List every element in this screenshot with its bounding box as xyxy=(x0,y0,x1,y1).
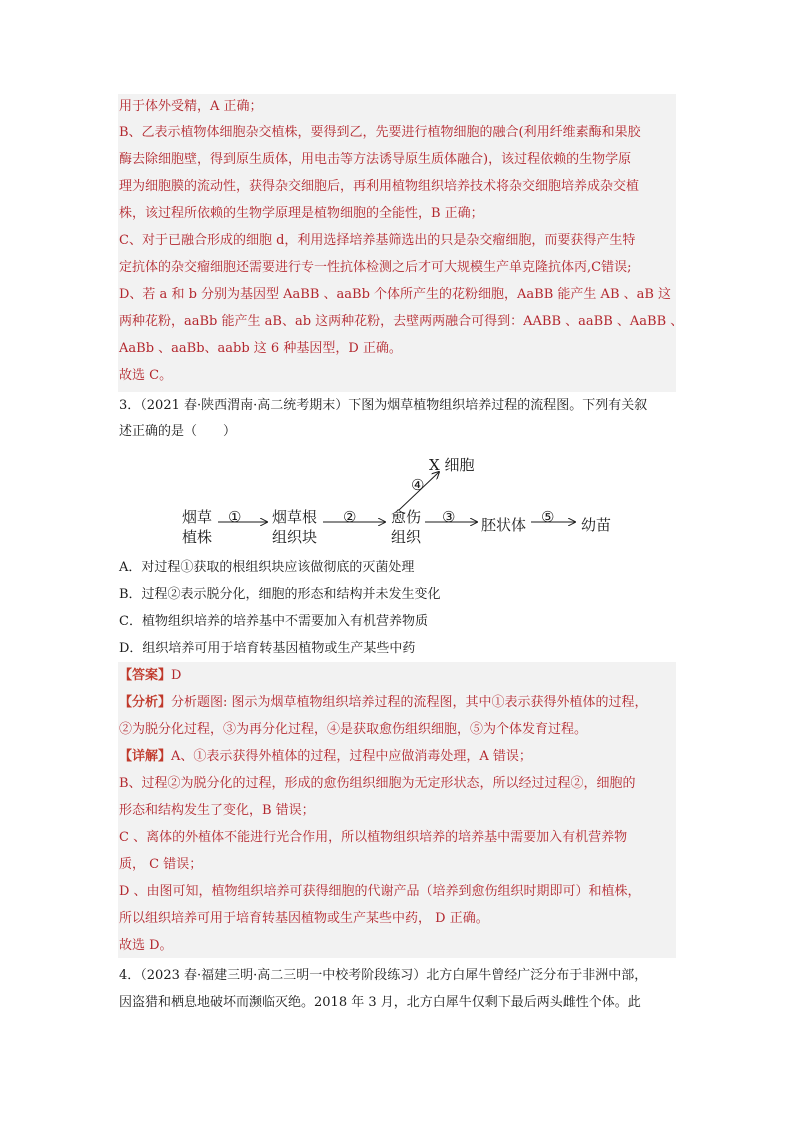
answer-tag: 【答案】 xyxy=(119,668,172,683)
detail-text: A、①表示获得外植体的过程，过程中应做消毒处理，A 错误； xyxy=(171,749,532,764)
node-seedling: 幼苗 xyxy=(581,516,612,534)
explanation-line: B、乙表示植物体细胞杂交植株，要得到乙，先要进行植物细胞的融合(利用纤维素酶和果胶 xyxy=(119,125,641,140)
node-callus-line1: 愈伤 xyxy=(391,508,422,526)
explanation-line: 酶去除细胞壁，得到原生质体，用电击等方法诱导原生质体融合)，该过程依赖的生物学原 xyxy=(119,152,632,167)
step-3-label: ③ xyxy=(442,508,456,526)
explanation-line: D、若 a 和 b 分别为基因型 AaBB 、aaBb 个体所产生的花粉细胞，AaBB 能产生 AB 、aB 这 xyxy=(119,287,672,302)
explanation-line: 故选 C。 xyxy=(119,368,173,383)
explanation-line: C、对于已融合形成的细胞 d，利用选择培养基筛选出的只是杂交瘤细胞，而要获得产生特 xyxy=(119,233,636,248)
explanation-line: 株，该过程所依赖的生物学原理是植物细胞的全能性，B 正确； xyxy=(119,206,484,221)
node-embryoid: 胚状体 xyxy=(481,516,527,534)
flow-diagram xyxy=(175,452,635,552)
node-x-cell: X 细胞 xyxy=(429,456,475,474)
step-4-label: ④ xyxy=(411,476,425,494)
analysis-line-2: ②为脱分化过程，③为再分化过程，④是获取愈伤组织细胞，⑤为个体发育过程。 xyxy=(119,722,588,737)
answer-value: D xyxy=(171,668,182,683)
question-3-stem: 述正确的是（ ） xyxy=(119,424,237,439)
node-root-tissue-line1: 烟草根 xyxy=(272,508,318,526)
explanation-line: 两种花粉，aaBb 能产生 aB、ab 这两种花粉，去壁两两融合可得到：AABB 、aaBB 、AaBB 、 xyxy=(119,314,684,329)
step-5-label: ⑤ xyxy=(541,508,555,526)
analysis-line-1 xyxy=(119,694,648,712)
detail-line: D 、由图可知，植物组织培养可获得细胞的代谢产品（培养到愈伤组织时期即可）和植株， xyxy=(119,884,641,899)
explanation-line: 定抗体的杂交瘤细胞还需要进行专一性抗体检测之后才可大规模生产单克隆抗体丙,C错误; xyxy=(119,260,632,275)
explanation-line: 理为细胞膜的流动性，获得杂交细胞后，再利用植物组织培养技术将杂交细胞培养成杂交植 xyxy=(119,179,640,194)
node-tobacco-plant-line1: 烟草 xyxy=(182,508,213,526)
option-b: B．过程②表示脱分化，细胞的形态和结构并未发生变化 xyxy=(119,587,441,602)
detail-line: 质， C 错误； xyxy=(119,857,203,872)
explanation-line: AaBb 、aaBb、aabb 这 6 种基因型，D 正确。 xyxy=(119,341,402,356)
detail-line-1 xyxy=(119,748,532,766)
detail-line: 故选 D。 xyxy=(119,938,173,953)
step-1-label: ① xyxy=(228,508,242,526)
node-tobacco-plant-line2: 植株 xyxy=(182,528,213,546)
detail-line: 所以组织培养可用于培育转基因植物或生产某些中药， D 正确。 xyxy=(119,911,489,926)
option-d: D．组织培养可用于培育转基因植物或生产某些中药 xyxy=(119,641,416,656)
question-3-stem: 3．（2021 春·陕西渭南·高二统考期末）下图为烟草植物组织培养过程的流程图。下列有关叙 xyxy=(119,398,648,413)
question-4-stem: 因盗猎和栖息地破坏而濒临灭绝。2018 年 3 月，北方白犀牛仅剩下最后两头雌性个体。此 xyxy=(119,995,641,1010)
answer-line xyxy=(119,667,181,685)
question-4-stem: 4．（2023 春·福建三明·高二三明一中校考阶段练习）北方白犀牛曾经广泛分布于非洲中部， xyxy=(119,968,648,983)
step-2-label: ② xyxy=(343,508,357,526)
detail-line: C 、离体的外植体不能进行光合作用，所以植物组织培养的培养基中需要加入有机营养物 xyxy=(119,830,628,845)
detail-tag: 【详解】 xyxy=(119,749,172,764)
analysis-text: 分析题图: 图示为烟草植物组织培养过程的流程图，其中①表示获得外植体的过程， xyxy=(171,695,648,710)
node-callus-line2: 组织 xyxy=(391,528,422,546)
analysis-tag: 【分析】 xyxy=(119,695,172,710)
option-c: C．植物组织培养的培养基中不需要加入有机营养物质 xyxy=(119,614,428,629)
explanation-line: 用于体外受精，A 正确； xyxy=(119,99,263,114)
option-a: A．对过程①获取的根组织块应该做彻底的灭菌处理 xyxy=(119,560,415,575)
node-root-tissue-line2: 组织块 xyxy=(272,528,318,546)
detail-line: B、过程②为脱分化的过程，形成的愈伤组织细胞为无定形状态，所以经过过程②，细胞的 xyxy=(119,776,636,791)
detail-line: 形态和结构发生了变化，B 错误； xyxy=(119,803,315,818)
